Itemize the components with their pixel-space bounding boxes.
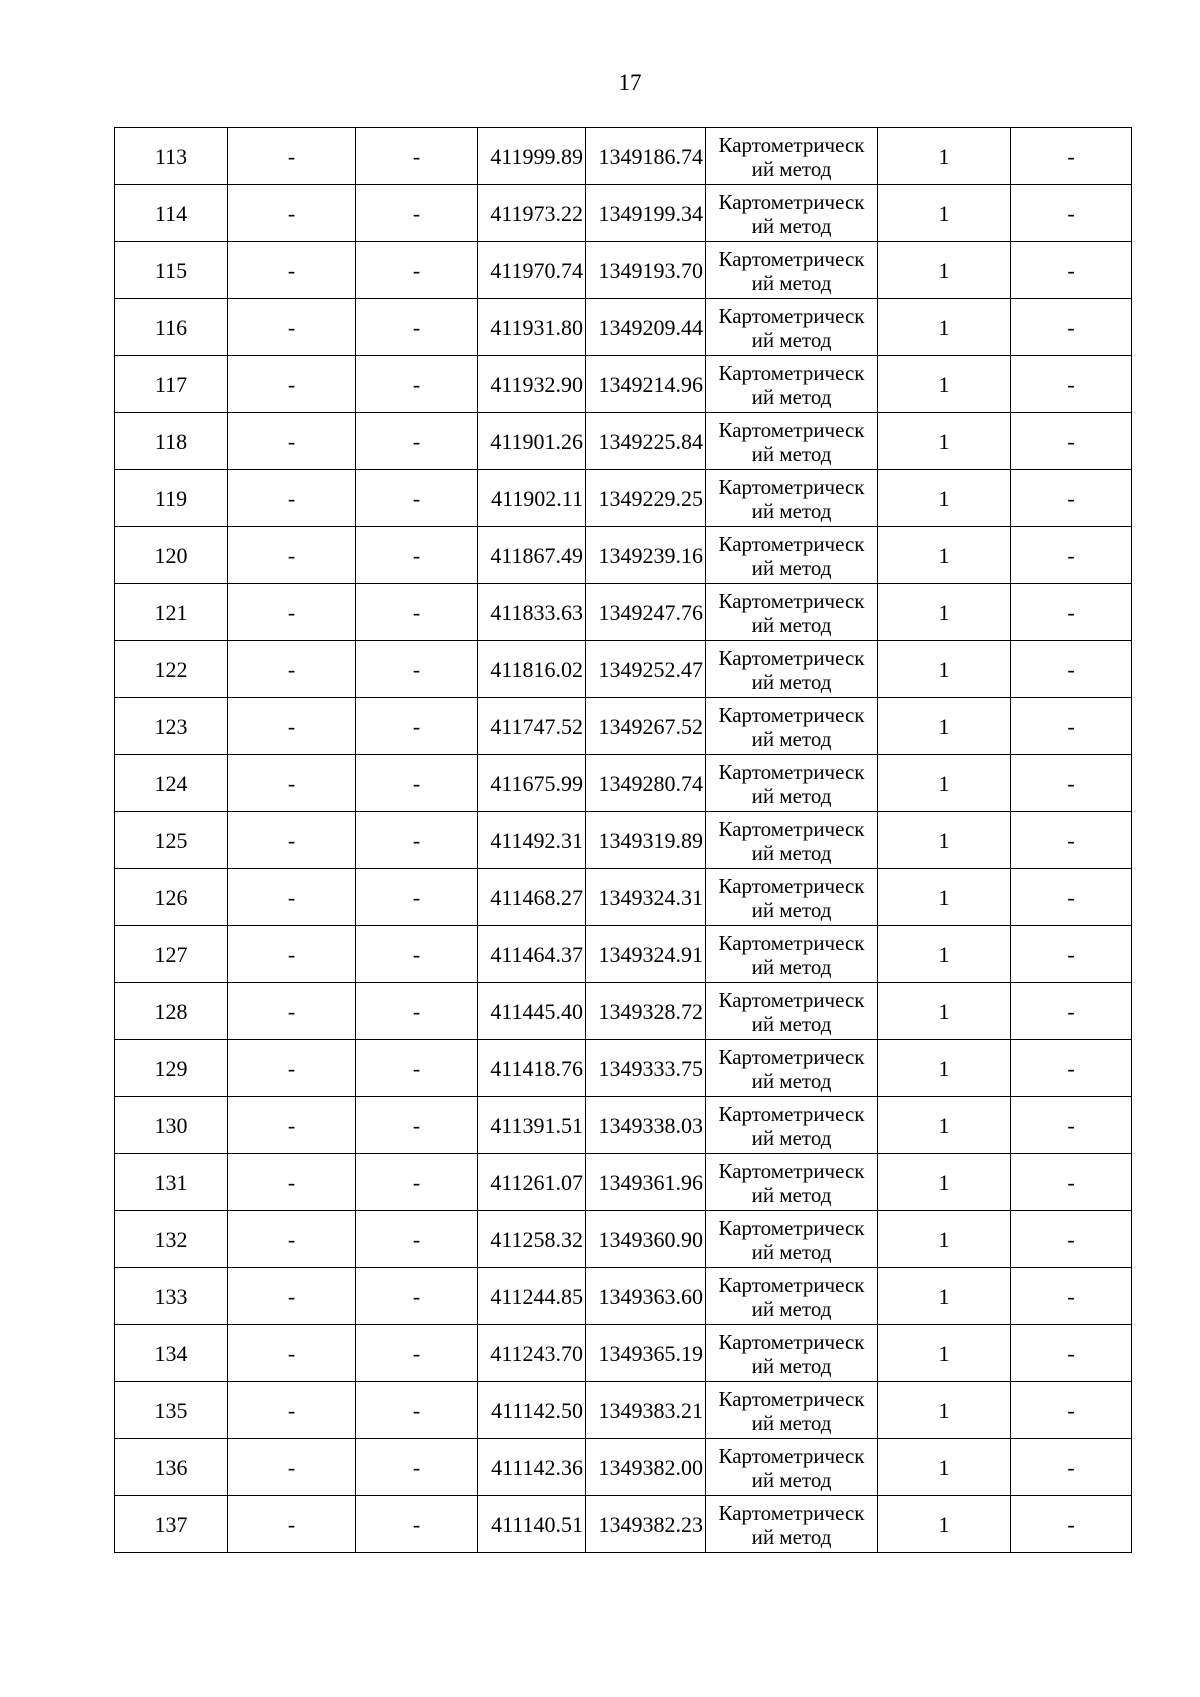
note-cell: - bbox=[1011, 413, 1132, 470]
method-cell bbox=[706, 185, 878, 242]
y-coordinate-cell: 1349360.90 bbox=[586, 1211, 706, 1268]
method-text-line: ий метод bbox=[751, 612, 832, 637]
table-row bbox=[115, 1097, 1132, 1154]
note-cell: - bbox=[1011, 698, 1132, 755]
y-coordinate-cell: 1349333.75 bbox=[586, 1040, 706, 1097]
method-cell bbox=[706, 584, 878, 641]
method-text-line: ий метод bbox=[751, 1239, 832, 1264]
old-x-cell: - bbox=[228, 1268, 356, 1325]
accuracy-cell: 1 bbox=[878, 755, 1011, 812]
method-text-line: ий метод bbox=[751, 1011, 832, 1036]
accuracy-cell: 1 bbox=[878, 584, 1011, 641]
old-y-cell: - bbox=[356, 1211, 478, 1268]
y-coordinate-cell: 1349338.03 bbox=[586, 1097, 706, 1154]
method-cell bbox=[706, 812, 878, 869]
old-x-cell: - bbox=[228, 584, 356, 641]
x-coordinate-cell: 411901.26 bbox=[478, 413, 586, 470]
y-coordinate-cell: 1349229.25 bbox=[586, 470, 706, 527]
method-text-line: ий метод bbox=[751, 1182, 832, 1207]
method-text-line: Картометрическ bbox=[718, 1500, 865, 1525]
method-text-line: Картометрическ bbox=[718, 1443, 865, 1468]
method-text-line: ий метод bbox=[751, 441, 832, 466]
x-coordinate-cell: 411445.40 bbox=[478, 983, 586, 1040]
method-cell bbox=[706, 755, 878, 812]
old-y-cell: - bbox=[356, 1382, 478, 1439]
point-number-cell: 134 bbox=[115, 1325, 228, 1382]
x-coordinate-cell: 411999.89 bbox=[478, 128, 586, 185]
accuracy-cell: 1 bbox=[878, 698, 1011, 755]
note-cell: - bbox=[1011, 299, 1132, 356]
x-coordinate-cell: 411468.27 bbox=[478, 869, 586, 926]
note-cell: - bbox=[1011, 470, 1132, 527]
old-y-cell: - bbox=[356, 584, 478, 641]
table-row bbox=[115, 755, 1132, 812]
old-x-cell: - bbox=[228, 1382, 356, 1439]
method-text-line: ий метод bbox=[751, 1524, 832, 1549]
table-row bbox=[115, 698, 1132, 755]
table-body bbox=[115, 128, 1132, 1553]
method-text-line: ий метод bbox=[751, 384, 832, 409]
old-x-cell: - bbox=[228, 356, 356, 413]
note-cell: - bbox=[1011, 641, 1132, 698]
table-row bbox=[115, 185, 1132, 242]
old-y-cell: - bbox=[356, 299, 478, 356]
coordinates-table bbox=[114, 127, 1132, 1553]
old-y-cell: - bbox=[356, 1040, 478, 1097]
old-y-cell: - bbox=[356, 755, 478, 812]
point-number-cell: 120 bbox=[115, 527, 228, 584]
old-x-cell: - bbox=[228, 641, 356, 698]
y-coordinate-cell: 1349361.96 bbox=[586, 1154, 706, 1211]
method-text-line: ий метод bbox=[751, 1353, 832, 1378]
point-number-cell: 118 bbox=[115, 413, 228, 470]
method-text-line: Картометрическ bbox=[718, 1329, 865, 1354]
note-cell: - bbox=[1011, 812, 1132, 869]
x-coordinate-cell: 411932.90 bbox=[478, 356, 586, 413]
table-row bbox=[115, 242, 1132, 299]
old-x-cell: - bbox=[228, 299, 356, 356]
y-coordinate-cell: 1349239.16 bbox=[586, 527, 706, 584]
table-row bbox=[115, 869, 1132, 926]
table-row bbox=[115, 1439, 1132, 1496]
old-y-cell: - bbox=[356, 527, 478, 584]
table-row bbox=[115, 812, 1132, 869]
note-cell: - bbox=[1011, 128, 1132, 185]
point-number-cell: 126 bbox=[115, 869, 228, 926]
old-x-cell: - bbox=[228, 1040, 356, 1097]
y-coordinate-cell: 1349252.47 bbox=[586, 641, 706, 698]
method-text-line: ий метод bbox=[751, 156, 832, 181]
accuracy-cell: 1 bbox=[878, 1382, 1011, 1439]
method-cell bbox=[706, 242, 878, 299]
point-number-cell: 119 bbox=[115, 470, 228, 527]
x-coordinate-cell: 411492.31 bbox=[478, 812, 586, 869]
old-x-cell: - bbox=[228, 1325, 356, 1382]
old-y-cell: - bbox=[356, 1439, 478, 1496]
x-coordinate-cell: 411833.63 bbox=[478, 584, 586, 641]
method-text-line: ий метод bbox=[751, 213, 832, 238]
y-coordinate-cell: 1349324.91 bbox=[586, 926, 706, 983]
accuracy-cell: 1 bbox=[878, 1439, 1011, 1496]
method-text-line: Картометрическ bbox=[718, 474, 865, 499]
table-row bbox=[115, 1382, 1132, 1439]
y-coordinate-cell: 1349267.52 bbox=[586, 698, 706, 755]
old-y-cell: - bbox=[356, 185, 478, 242]
note-cell: - bbox=[1011, 1268, 1132, 1325]
method-cell bbox=[706, 1496, 878, 1553]
method-text-line: Картометрическ bbox=[718, 1386, 865, 1411]
point-number-cell: 115 bbox=[115, 242, 228, 299]
method-cell bbox=[706, 1268, 878, 1325]
accuracy-cell: 1 bbox=[878, 356, 1011, 413]
old-y-cell: - bbox=[356, 1097, 478, 1154]
accuracy-cell: 1 bbox=[878, 242, 1011, 299]
note-cell: - bbox=[1011, 869, 1132, 926]
method-text-line: Картометрическ bbox=[718, 1215, 865, 1240]
note-cell: - bbox=[1011, 1097, 1132, 1154]
old-y-cell: - bbox=[356, 1154, 478, 1211]
old-y-cell: - bbox=[356, 1496, 478, 1553]
x-coordinate-cell: 411973.22 bbox=[478, 185, 586, 242]
method-cell bbox=[706, 1097, 878, 1154]
old-y-cell: - bbox=[356, 983, 478, 1040]
method-cell bbox=[706, 128, 878, 185]
method-text-line: Картометрическ bbox=[718, 987, 865, 1012]
old-y-cell: - bbox=[356, 470, 478, 527]
point-number-cell: 123 bbox=[115, 698, 228, 755]
point-number-cell: 130 bbox=[115, 1097, 228, 1154]
point-number-cell: 131 bbox=[115, 1154, 228, 1211]
old-y-cell: - bbox=[356, 926, 478, 983]
point-number-cell: 125 bbox=[115, 812, 228, 869]
table-row bbox=[115, 641, 1132, 698]
table-row bbox=[115, 470, 1132, 527]
old-x-cell: - bbox=[228, 413, 356, 470]
y-coordinate-cell: 1349214.96 bbox=[586, 356, 706, 413]
table-row bbox=[115, 527, 1132, 584]
method-text-line: Картометрическ bbox=[718, 246, 865, 271]
note-cell: - bbox=[1011, 356, 1132, 413]
x-coordinate-cell: 411261.07 bbox=[478, 1154, 586, 1211]
y-coordinate-cell: 1349383.21 bbox=[586, 1382, 706, 1439]
old-x-cell: - bbox=[228, 470, 356, 527]
old-x-cell: - bbox=[228, 983, 356, 1040]
table-row bbox=[115, 1211, 1132, 1268]
method-text-line: Картометрическ bbox=[718, 759, 865, 784]
method-cell bbox=[706, 1154, 878, 1211]
method-text-line: Картометрическ bbox=[718, 816, 865, 841]
method-cell bbox=[706, 1439, 878, 1496]
y-coordinate-cell: 1349225.84 bbox=[586, 413, 706, 470]
old-x-cell: - bbox=[228, 527, 356, 584]
x-coordinate-cell: 411970.74 bbox=[478, 242, 586, 299]
accuracy-cell: 1 bbox=[878, 641, 1011, 698]
method-text-line: ий метод bbox=[751, 897, 832, 922]
table-row bbox=[115, 128, 1132, 185]
method-text-line: ий метод bbox=[751, 783, 832, 808]
accuracy-cell: 1 bbox=[878, 926, 1011, 983]
accuracy-cell: 1 bbox=[878, 1040, 1011, 1097]
method-text-line: ий метод bbox=[751, 270, 832, 295]
point-number-cell: 116 bbox=[115, 299, 228, 356]
x-coordinate-cell: 411244.85 bbox=[478, 1268, 586, 1325]
y-coordinate-cell: 1349382.23 bbox=[586, 1496, 706, 1553]
method-cell bbox=[706, 926, 878, 983]
method-text-line: ий метод bbox=[751, 498, 832, 523]
point-number-cell: 137 bbox=[115, 1496, 228, 1553]
old-x-cell: - bbox=[228, 128, 356, 185]
method-text-line: Картометрическ bbox=[718, 1101, 865, 1126]
note-cell: - bbox=[1011, 584, 1132, 641]
method-cell bbox=[706, 299, 878, 356]
point-number-cell: 122 bbox=[115, 641, 228, 698]
method-text-line: ий метод bbox=[751, 726, 832, 751]
x-coordinate-cell: 411675.99 bbox=[478, 755, 586, 812]
table-row bbox=[115, 926, 1132, 983]
method-text-line: Картометрическ bbox=[718, 189, 865, 214]
y-coordinate-cell: 1349363.60 bbox=[586, 1268, 706, 1325]
note-cell: - bbox=[1011, 1154, 1132, 1211]
method-text-line: Картометрическ bbox=[718, 1158, 865, 1183]
table-row bbox=[115, 1154, 1132, 1211]
note-cell: - bbox=[1011, 1211, 1132, 1268]
method-cell bbox=[706, 1325, 878, 1382]
accuracy-cell: 1 bbox=[878, 1268, 1011, 1325]
old-y-cell: - bbox=[356, 413, 478, 470]
method-cell bbox=[706, 1382, 878, 1439]
note-cell: - bbox=[1011, 755, 1132, 812]
old-x-cell: - bbox=[228, 698, 356, 755]
accuracy-cell: 1 bbox=[878, 470, 1011, 527]
method-text-line: ий метод bbox=[751, 840, 832, 865]
old-x-cell: - bbox=[228, 1097, 356, 1154]
method-cell bbox=[706, 698, 878, 755]
table-row bbox=[115, 1040, 1132, 1097]
x-coordinate-cell: 411142.50 bbox=[478, 1382, 586, 1439]
accuracy-cell: 1 bbox=[878, 812, 1011, 869]
accuracy-cell: 1 bbox=[878, 1496, 1011, 1553]
x-coordinate-cell: 411816.02 bbox=[478, 641, 586, 698]
y-coordinate-cell: 1349328.72 bbox=[586, 983, 706, 1040]
table-row bbox=[115, 1268, 1132, 1325]
point-number-cell: 114 bbox=[115, 185, 228, 242]
accuracy-cell: 1 bbox=[878, 1325, 1011, 1382]
method-cell bbox=[706, 413, 878, 470]
method-text-line: ий метод bbox=[751, 1296, 832, 1321]
old-y-cell: - bbox=[356, 1325, 478, 1382]
accuracy-cell: 1 bbox=[878, 983, 1011, 1040]
note-cell: - bbox=[1011, 983, 1132, 1040]
old-x-cell: - bbox=[228, 812, 356, 869]
y-coordinate-cell: 1349324.31 bbox=[586, 869, 706, 926]
x-coordinate-cell: 411258.32 bbox=[478, 1211, 586, 1268]
method-text-line: ий метод bbox=[751, 327, 832, 352]
method-cell bbox=[706, 470, 878, 527]
method-text-line: Картометрическ bbox=[718, 873, 865, 898]
x-coordinate-cell: 411464.37 bbox=[478, 926, 586, 983]
accuracy-cell: 1 bbox=[878, 413, 1011, 470]
method-cell bbox=[706, 527, 878, 584]
point-number-cell: 136 bbox=[115, 1439, 228, 1496]
page-number: 17 bbox=[618, 70, 642, 95]
point-number-cell: 124 bbox=[115, 755, 228, 812]
point-number-cell: 117 bbox=[115, 356, 228, 413]
old-x-cell: - bbox=[228, 1496, 356, 1553]
accuracy-cell: 1 bbox=[878, 1154, 1011, 1211]
table-row bbox=[115, 413, 1132, 470]
method-cell bbox=[706, 869, 878, 926]
note-cell: - bbox=[1011, 1382, 1132, 1439]
y-coordinate-cell: 1349247.76 bbox=[586, 584, 706, 641]
old-y-cell: - bbox=[356, 812, 478, 869]
table-row bbox=[115, 356, 1132, 413]
method-cell bbox=[706, 1211, 878, 1268]
point-number-cell: 113 bbox=[115, 128, 228, 185]
y-coordinate-cell: 1349199.34 bbox=[586, 185, 706, 242]
table-row bbox=[115, 1496, 1132, 1553]
accuracy-cell: 1 bbox=[878, 1097, 1011, 1154]
old-x-cell: - bbox=[228, 755, 356, 812]
point-number-cell: 129 bbox=[115, 1040, 228, 1097]
old-y-cell: - bbox=[356, 641, 478, 698]
method-text-line: ий метод bbox=[751, 1467, 832, 1492]
accuracy-cell: 1 bbox=[878, 1211, 1011, 1268]
old-y-cell: - bbox=[356, 869, 478, 926]
y-coordinate-cell: 1349382.00 bbox=[586, 1439, 706, 1496]
old-x-cell: - bbox=[228, 869, 356, 926]
x-coordinate-cell: 411418.76 bbox=[478, 1040, 586, 1097]
method-cell bbox=[706, 641, 878, 698]
method-text-line: ий метод bbox=[751, 1410, 832, 1435]
method-text-line: Картометрическ bbox=[718, 531, 865, 556]
note-cell: - bbox=[1011, 1496, 1132, 1553]
method-text-line: Картометрическ bbox=[718, 645, 865, 670]
note-cell: - bbox=[1011, 242, 1132, 299]
point-number-cell: 128 bbox=[115, 983, 228, 1040]
x-coordinate-cell: 411747.52 bbox=[478, 698, 586, 755]
method-text-line: Картометрическ bbox=[718, 1044, 865, 1069]
method-text-line: Картометрическ bbox=[718, 1272, 865, 1297]
y-coordinate-cell: 1349186.74 bbox=[586, 128, 706, 185]
method-text-line: ий метод bbox=[751, 1125, 832, 1150]
method-text-line: Картометрическ bbox=[718, 132, 865, 157]
table-row bbox=[115, 584, 1132, 641]
accuracy-cell: 1 bbox=[878, 299, 1011, 356]
method-text-line: ий метод bbox=[751, 555, 832, 580]
method-text-line: Картометрическ bbox=[718, 417, 865, 442]
method-text-line: Картометрическ bbox=[718, 360, 865, 385]
old-x-cell: - bbox=[228, 242, 356, 299]
table-row bbox=[115, 1325, 1132, 1382]
old-x-cell: - bbox=[228, 1154, 356, 1211]
x-coordinate-cell: 411931.80 bbox=[478, 299, 586, 356]
method-text-line: Картометрическ bbox=[718, 702, 865, 727]
table-row bbox=[115, 299, 1132, 356]
note-cell: - bbox=[1011, 926, 1132, 983]
accuracy-cell: 1 bbox=[878, 128, 1011, 185]
table-row bbox=[115, 983, 1132, 1040]
x-coordinate-cell: 411142.36 bbox=[478, 1439, 586, 1496]
old-x-cell: - bbox=[228, 1211, 356, 1268]
method-text-line: ий метод bbox=[751, 669, 832, 694]
old-x-cell: - bbox=[228, 185, 356, 242]
old-y-cell: - bbox=[356, 356, 478, 413]
point-number-cell: 133 bbox=[115, 1268, 228, 1325]
x-coordinate-cell: 411391.51 bbox=[478, 1097, 586, 1154]
y-coordinate-cell: 1349193.70 bbox=[586, 242, 706, 299]
note-cell: - bbox=[1011, 1040, 1132, 1097]
note-cell: - bbox=[1011, 1325, 1132, 1382]
y-coordinate-cell: 1349280.74 bbox=[586, 755, 706, 812]
old-y-cell: - bbox=[356, 242, 478, 299]
method-text-line: Картометрическ bbox=[718, 303, 865, 328]
x-coordinate-cell: 411867.49 bbox=[478, 527, 586, 584]
method-text-line: Картометрическ bbox=[718, 930, 865, 955]
method-text-line: Картометрическ bbox=[718, 588, 865, 613]
accuracy-cell: 1 bbox=[878, 527, 1011, 584]
x-coordinate-cell: 411902.11 bbox=[478, 470, 586, 527]
note-cell: - bbox=[1011, 527, 1132, 584]
old-x-cell: - bbox=[228, 926, 356, 983]
old-y-cell: - bbox=[356, 128, 478, 185]
point-number-cell: 132 bbox=[115, 1211, 228, 1268]
y-coordinate-cell: 1349209.44 bbox=[586, 299, 706, 356]
point-number-cell: 121 bbox=[115, 584, 228, 641]
old-y-cell: - bbox=[356, 698, 478, 755]
note-cell: - bbox=[1011, 185, 1132, 242]
x-coordinate-cell: 411140.51 bbox=[478, 1496, 586, 1553]
accuracy-cell: 1 bbox=[878, 185, 1011, 242]
old-y-cell: - bbox=[356, 1268, 478, 1325]
x-coordinate-cell: 411243.70 bbox=[478, 1325, 586, 1382]
y-coordinate-cell: 1349365.19 bbox=[586, 1325, 706, 1382]
method-cell bbox=[706, 1040, 878, 1097]
old-x-cell: - bbox=[228, 1439, 356, 1496]
method-cell bbox=[706, 356, 878, 413]
point-number-cell: 127 bbox=[115, 926, 228, 983]
point-number-cell: 135 bbox=[115, 1382, 228, 1439]
y-coordinate-cell: 1349319.89 bbox=[586, 812, 706, 869]
method-text-line: ий метод bbox=[751, 1068, 832, 1093]
method-cell bbox=[706, 983, 878, 1040]
method-text-line: ий метод bbox=[751, 954, 832, 979]
accuracy-cell: 1 bbox=[878, 869, 1011, 926]
note-cell: - bbox=[1011, 1439, 1132, 1496]
